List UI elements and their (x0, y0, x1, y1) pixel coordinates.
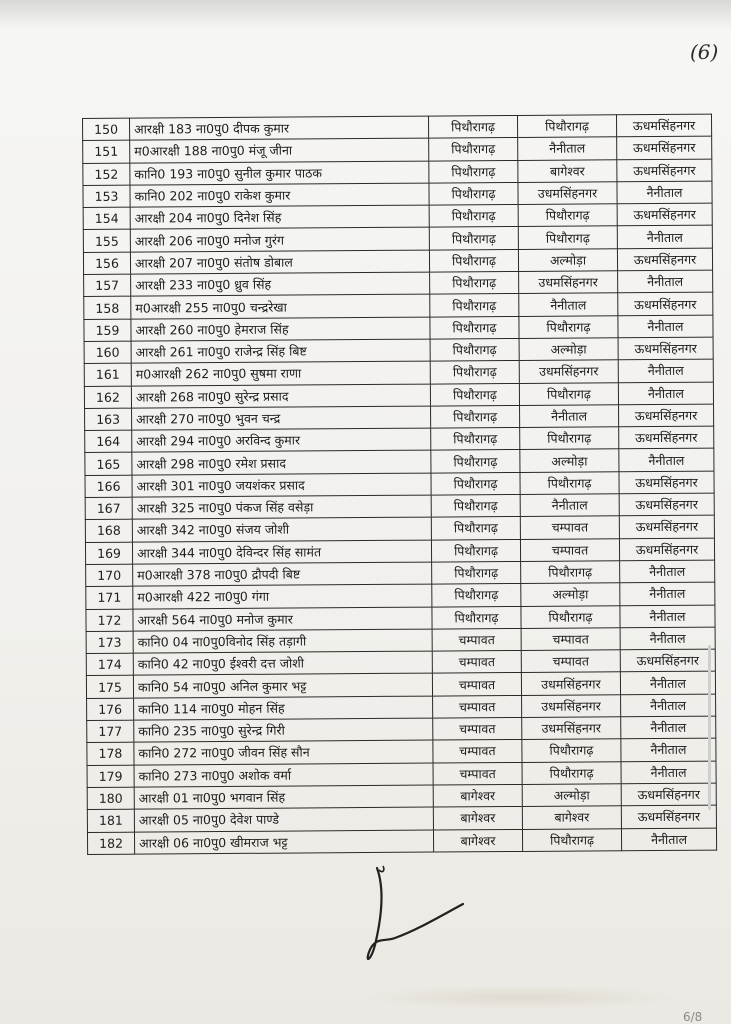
option-two-district-cell: नैनीताल (619, 449, 714, 472)
option-one-district-cell: अल्मोड़ा (518, 249, 617, 272)
option-two-district-cell: ऊधमसिंहनगर (619, 493, 714, 516)
current-district-cell: चम्पावत (432, 628, 521, 651)
name-cell: कानि0 272 ना0पु0 जीवन सिंह सौन (134, 740, 433, 764)
current-district-cell: बागेश्वर (433, 829, 522, 852)
current-district-cell: पिथौरागढ़ (431, 405, 520, 428)
name-cell: आरक्षी 01 ना0पु0 भगवान सिंह (134, 785, 433, 809)
name-cell: आरक्षी 342 ना0पु0 संजय जोशी (132, 517, 431, 541)
option-one-district-cell: उधमसिंहनगर (521, 672, 620, 695)
serial-number-cell: 171 (86, 586, 133, 609)
serial-number-cell: 181 (87, 809, 134, 832)
current-district-cell: पिथौरागढ़ (428, 115, 517, 138)
serial-number-cell: 152 (83, 163, 130, 186)
option-one-district-cell: चम्पावत (520, 538, 619, 561)
current-district-cell: चम्पावत (432, 673, 521, 696)
option-one-district-cell: उधमसिंहनगर (522, 694, 621, 717)
name-cell: म0आरक्षी 262 ना0पु0 सुषमा राणा (131, 361, 430, 385)
serial-number-cell: 151 (83, 140, 130, 163)
current-district-cell: पिथौरागढ़ (432, 561, 521, 584)
name-cell: आरक्षी 183 ना0पु0 दीपक कुमार (130, 116, 429, 140)
name-cell: म0आरक्षी 255 ना0पु0 चन्द्ररेखा (131, 294, 430, 318)
option-one-district-cell: पिथौरागढ़ (522, 761, 621, 784)
serial-number-cell: 169 (85, 542, 132, 565)
option-one-district-cell: अल्मोड़ा (522, 784, 621, 807)
option-one-district-cell: पिथौरागढ़ (517, 115, 616, 138)
option-two-district-cell: नैनीताल (620, 672, 715, 695)
name-cell: आरक्षी 207 ना0पु0 संतोष डोबाल (130, 250, 429, 274)
current-district-cell: पिथौरागढ़ (429, 160, 518, 183)
current-district-cell: पिथौरागढ़ (431, 539, 520, 562)
option-two-district-cell: नैनीताल (621, 716, 716, 739)
name-cell: कानि0 54 ना0पु0 अनिल कुमार भट्ट (133, 673, 432, 697)
option-two-district-cell: नैनीताल (618, 315, 713, 338)
name-cell: आरक्षी 260 ना0पु0 हेमराज सिंह (131, 317, 430, 341)
serial-number-cell: 161 (84, 363, 131, 386)
current-district-cell: पिथौरागढ़ (431, 472, 520, 495)
serial-number-cell: 175 (86, 676, 133, 699)
option-two-district-cell: ऊधमसिंहनगर (617, 203, 712, 226)
option-two-district-cell: ऊधमसिंहनगर (620, 649, 715, 672)
name-cell: आरक्षी 344 ना0पु0 देविन्दर सिंह सामंत (132, 540, 431, 564)
serial-number-cell: 166 (85, 475, 132, 498)
serial-number-cell: 165 (85, 453, 132, 476)
serial-number-cell: 174 (86, 653, 133, 676)
option-one-district-cell: पिथौरागढ़ (520, 472, 619, 495)
serial-number-cell: 172 (86, 609, 133, 632)
serial-number-cell: 176 (87, 698, 134, 721)
name-cell: आरक्षी 298 ना0पु0 रमेश प्रसाद (132, 451, 431, 475)
option-one-district-cell: पिथौरागढ़ (520, 427, 619, 450)
name-cell: म0आरक्षी 188 ना0पु0 मंजू जीना (130, 138, 429, 162)
option-two-district-cell: ऊधमसिंहनगर (618, 292, 713, 315)
option-one-district-cell: पिथौरागढ़ (522, 828, 621, 851)
serial-number-cell: 150 (83, 118, 130, 141)
option-one-district-cell: उधमसिंहनगर (519, 360, 618, 383)
option-one-district-cell: पिथौरागढ़ (519, 315, 618, 338)
option-two-district-cell: ऊधमसिंहनगर (621, 805, 716, 828)
current-district-cell: पिथौरागढ़ (429, 249, 518, 272)
roster-table-body (83, 114, 717, 854)
serial-number-cell: 179 (87, 765, 134, 788)
option-two-district-cell: नैनीताल (620, 560, 715, 583)
serial-number-cell: 178 (87, 742, 134, 765)
name-cell: कानि0 235 ना0पु0 सुरेन्द्र गिरी (134, 718, 433, 742)
option-two-district-cell: नैनीताल (620, 582, 715, 605)
name-cell: आरक्षी 05 ना0पु0 देवेश पाण्डे (134, 807, 433, 831)
current-district-cell: पिथौरागढ़ (430, 383, 519, 406)
option-two-district-cell: नैनीताल (621, 694, 716, 717)
serial-number-cell: 173 (86, 631, 133, 654)
current-district-cell: पिथौरागढ़ (431, 428, 520, 451)
name-cell: आरक्षी 261 ना0पु0 राजेन्द्र सिंह बिष्ट (131, 339, 430, 363)
table-row (87, 828, 716, 855)
option-one-district-cell: बागेश्वर (518, 159, 617, 182)
option-one-district-cell: अल्मोड़ा (521, 583, 620, 606)
option-one-district-cell: उधमसिंहनगर (522, 717, 621, 740)
current-district-cell: पिथौरागढ़ (430, 272, 519, 295)
name-cell: म0आरक्षी 422 ना0पु0 गंगा (133, 584, 432, 608)
serial-number-cell: 157 (84, 274, 131, 297)
option-two-district-cell: नैनीताल (620, 627, 715, 650)
name-cell: कानि0 193 ना0पु0 सुनील कुमार पाठक (130, 161, 429, 185)
name-cell: कानि0 202 ना0पु0 राकेश कुमार (130, 183, 429, 207)
current-district-cell: पिथौरागढ़ (429, 138, 518, 161)
option-one-district-cell: चम्पावत (521, 650, 620, 673)
current-district-cell: चम्पावत (433, 740, 522, 763)
option-two-district-cell: नैनीताल (618, 382, 713, 405)
serial-number-cell: 159 (84, 319, 131, 342)
option-one-district-cell: नैनीताल (518, 137, 617, 160)
current-district-cell: पिथौरागढ़ (430, 361, 519, 384)
option-one-district-cell: पिथौरागढ़ (518, 204, 617, 227)
name-cell: आरक्षी 564 ना0पु0 मनोज कुमार (133, 607, 432, 631)
option-two-district-cell: नैनीताल (617, 181, 712, 204)
name-cell: आरक्षी 268 ना0पु0 सुरेन्द्र प्रसाद (131, 384, 430, 408)
page-smudge (360, 985, 680, 1010)
transfer-roster-table (82, 114, 717, 855)
name-cell: आरक्षी 270 ना0पु0 भुवन चन्द्र (132, 406, 431, 430)
name-cell: आरक्षी 206 ना0पु0 मनोज गुरंग (130, 228, 429, 252)
serial-number-cell: 177 (87, 720, 134, 743)
current-district-cell: बागेश्वर (433, 784, 522, 807)
current-district-cell: पिथौरागढ़ (431, 494, 520, 517)
option-one-district-cell: चम्पावत (521, 628, 620, 651)
name-cell: आरक्षी 233 ना0पु0 ध्रुव सिंह (131, 272, 430, 296)
current-district-cell: बागेश्वर (433, 807, 522, 830)
serial-number-cell: 155 (83, 230, 130, 253)
option-two-district-cell: ऊधमसिंहनगर (621, 783, 716, 806)
option-two-district-cell: ऊधमसिंहनगर (616, 114, 711, 137)
option-one-district-cell: पिथौरागढ़ (521, 605, 620, 628)
current-district-cell: चम्पावत (433, 717, 522, 740)
page-number-mark: (6) (690, 40, 719, 64)
name-cell: कानि0 273 ना0पु0 अशोक वर्मा (134, 763, 433, 787)
serial-number-cell: 164 (85, 430, 132, 453)
option-two-district-cell: ऊधमसिंहनगर (619, 426, 714, 449)
current-district-cell: पिथौरागढ़ (432, 584, 521, 607)
name-cell: कानि0 04 ना0पु0विनोद सिंह तड़ागी (133, 629, 432, 653)
option-two-district-cell: नैनीताल (621, 738, 716, 761)
current-district-cell: पिथौरागढ़ (431, 450, 520, 473)
current-district-cell: चम्पावत (432, 651, 521, 674)
current-district-cell: पिथौरागढ़ (429, 205, 518, 228)
page-indicator: 6/8 (683, 1010, 703, 1024)
option-one-district-cell: बागेश्वर (522, 806, 621, 829)
name-cell: आरक्षी 325 ना0पु0 पंकज सिंह वसेड़ा (132, 495, 431, 519)
current-district-cell: पिथौरागढ़ (430, 338, 519, 361)
option-one-district-cell: पिथौरागढ़ (522, 739, 621, 762)
option-two-district-cell: नैनीताल (620, 605, 715, 628)
option-one-district-cell: उधमसिंहनगर (519, 271, 618, 294)
option-one-district-cell: पिथौरागढ़ (518, 226, 617, 249)
serial-number-cell: 153 (83, 185, 130, 208)
serial-number-cell: 182 (87, 832, 134, 855)
current-district-cell: पिथौरागढ़ (429, 182, 518, 205)
option-two-district-cell: ऊधमसिंहनगर (619, 471, 714, 494)
option-one-district-cell: उधमसिंहनगर (518, 182, 617, 205)
name-cell: आरक्षी 301 ना0पु0 जयशंकर प्रसाद (132, 473, 431, 497)
name-cell: कानि0 42 ना0पु0 ईश्वरी दत्त जोशी (133, 651, 432, 675)
option-one-district-cell: पिथौरागढ़ (521, 561, 620, 584)
serial-number-cell: 168 (85, 520, 132, 543)
option-one-district-cell: चम्पावत (520, 516, 619, 539)
option-two-district-cell: ऊधमसिंहनगर (618, 337, 713, 360)
serial-number-cell: 170 (86, 564, 133, 587)
option-one-district-cell: नैनीताल (520, 494, 619, 517)
name-cell: कानि0 114 ना0पु0 मोहन सिंह (134, 696, 433, 720)
name-cell: आरक्षी 294 ना0पु0 अरविन्द कुमार (132, 428, 431, 452)
option-two-district-cell: नैनीताल (621, 761, 716, 784)
serial-number-cell: 180 (87, 787, 134, 810)
option-two-district-cell: ऊधमसिंहनगर (619, 538, 714, 561)
name-cell: आरक्षी 204 ना0पु0 दिनेश सिंह (130, 205, 429, 229)
page-top-shadow (0, 0, 731, 30)
current-district-cell: पिथौरागढ़ (431, 517, 520, 540)
option-two-district-cell: ऊधमसिंहनगर (617, 159, 712, 182)
option-one-district-cell: नैनीताल (520, 405, 619, 428)
option-two-district-cell: नैनीताल (618, 359, 713, 382)
name-cell: आरक्षी 06 ना0पु0 खीमराज भट्ट (134, 830, 433, 854)
handwritten-signature (355, 860, 475, 970)
serial-number-cell: 158 (84, 297, 131, 320)
option-one-district-cell: पिथौरागढ़ (519, 382, 618, 405)
serial-number-cell: 163 (85, 408, 132, 431)
current-district-cell: पिथौरागढ़ (430, 316, 519, 339)
option-two-district-cell: ऊधमसिंहनगर (619, 515, 714, 538)
serial-number-cell: 167 (85, 497, 132, 520)
option-two-district-cell: नैनीताल (617, 226, 712, 249)
option-one-district-cell: अल्मोड़ा (519, 338, 618, 361)
serial-number-cell: 156 (83, 252, 130, 275)
option-two-district-cell: ऊधमसिंहनगर (619, 404, 714, 427)
name-cell: म0आरक्षी 378 ना0पु0 द्रौपदी बिष्ट (133, 562, 432, 586)
option-one-district-cell: अल्मोड़ा (520, 449, 619, 472)
option-two-district-cell: नैनीताल (621, 828, 716, 851)
serial-number-cell: 154 (83, 207, 130, 230)
current-district-cell: चम्पावत (433, 762, 522, 785)
option-two-district-cell: ऊधमसिंहनगर (617, 136, 712, 159)
serial-number-cell: 162 (84, 386, 131, 409)
option-one-district-cell: नैनीताल (519, 293, 618, 316)
viewer-scrollbar[interactable] (708, 645, 711, 810)
current-district-cell: चम्पावत (433, 695, 522, 718)
option-two-district-cell: ऊधमसिंहनगर (617, 248, 712, 271)
current-district-cell: पिथौरागढ़ (429, 227, 518, 250)
option-two-district-cell: नैनीताल (618, 270, 713, 293)
current-district-cell: पिथौरागढ़ (430, 294, 519, 317)
serial-number-cell: 160 (84, 341, 131, 364)
current-district-cell: पिथौरागढ़ (432, 606, 521, 629)
